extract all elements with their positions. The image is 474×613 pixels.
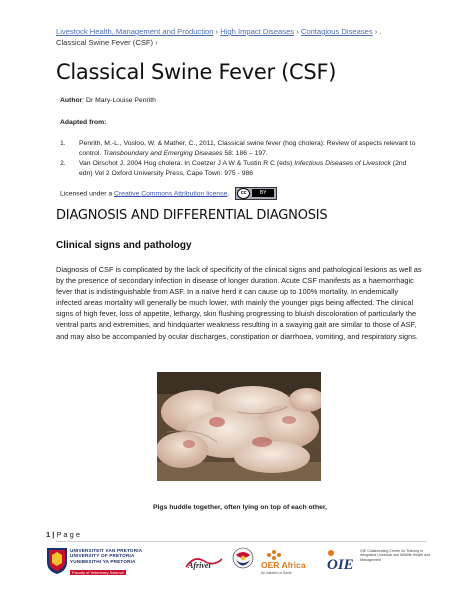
cc-by-badge[interactable] — [235, 187, 277, 200]
breadcrumb-separator: › — [215, 27, 219, 36]
breadcrumb-separator: › — [155, 38, 158, 47]
university-name-block — [70, 548, 142, 564]
page-number — [46, 530, 80, 539]
breadcrumb-separator: › — [374, 27, 378, 36]
page-number-bar: | — [50, 530, 57, 539]
reference-number: 1. — [60, 140, 66, 147]
footer-logos — [46, 545, 436, 581]
faculty-label: Faculty of Veterinary Science — [72, 570, 124, 575]
figure-caption: Pigs huddle together, often lying on top of each other, — [152, 504, 328, 511]
body-paragraph: Diagnosis of CSF is complicated by the lack of specificity of the clinical signs and pathological lesions as well as by the presence of secondary infection in disease of longer duration. Acute CSF manifests as a haemorrhagic fever that is indistinguishable from ASF. In a naïve herd it can cause up to 100% mortality. In endemically infected areas mortality will generally be much lower, with mainly the younger pigs being affected. The clinical signs of high fever, loss of appetite, lethargy, skin flushing progressing to bluish discoloration of particularly the ventral parts and extremities, and hindquarter weakness resulting in a swaying gait are similar to those of ASF, and may also be accompanied by ocular discharges, constipation or diarrhoea, vomiting, and respiratory signs. — [56, 265, 422, 341]
page-number-label: P a g e — [56, 530, 81, 539]
oie-logo-text: OIE — [327, 557, 354, 573]
breadcrumb — [56, 26, 436, 48]
university-of-pretoria-crest-icon — [46, 547, 68, 575]
oer-africa-tagline: An initiative of Saide — [261, 571, 292, 575]
pigs-photo-illustration — [157, 372, 321, 481]
reference-book: Infectious Diseases of Livestock — [294, 160, 391, 168]
breadcrumb-link-contagious[interactable]: Contagious Diseases — [300, 27, 373, 36]
author-name: : Dr Mary-Louise Penrith — [82, 97, 156, 104]
pigs-huddling-photo — [157, 372, 321, 481]
license-suffix: . — [227, 190, 230, 198]
by-icon: BY — [252, 189, 274, 197]
university-name-sepedi: YUNIBESITHI YA PRETORIA — [70, 558, 136, 564]
oer-africa-logo-text: OER Africa — [261, 560, 306, 570]
section-heading: DIAGNOSIS AND DIFFERENTIAL DIAGNOSIS — [56, 208, 328, 223]
afrivet-logo-text: Afrivet — [188, 561, 211, 570]
page-number-value: 1 — [46, 530, 51, 539]
university-name-english: UNIVERSITY OF PRETORIA — [70, 553, 135, 559]
oie-logo — [324, 547, 358, 573]
breadcrumb-trail-end: . — [379, 27, 382, 36]
reference-item — [60, 159, 420, 178]
reference-item — [60, 139, 420, 158]
university-name-afrikaans: UNIVERSITEIT VAN PRETORIA — [70, 548, 143, 553]
license-line — [60, 187, 277, 200]
license-prefix: Licensed under a — [60, 190, 115, 198]
partner-emblem-icon — [232, 547, 254, 575]
author-line — [60, 97, 156, 104]
reference-text-end: (2nd edn) Vol 2 Oxford University Press, Cape Town: 975 - 986 — [79, 160, 407, 177]
subsection-heading: Clinical signs and pathology — [56, 240, 192, 251]
afrivet-logo — [184, 553, 224, 571]
breadcrumb-separator: › — [296, 27, 299, 36]
footer-divider — [56, 541, 426, 542]
cc-icon: cc — [237, 188, 250, 199]
license-link[interactable]: Creative Commons Attribution license — [114, 190, 228, 198]
breadcrumb-current: Classical Swine Fever (CSF) — [56, 38, 154, 47]
reference-text: Penrith, M.-L., Vosloo, W. & Mather, C., 2011, Classical swine fever (hog cholera): Review of aspects relevant to control. — [79, 140, 416, 157]
breadcrumb-link-livestock[interactable]: Livestock Health, Management and Production — [56, 27, 214, 36]
breadcrumb-link-high-impact[interactable]: High Impact Diseases — [220, 27, 295, 36]
reference-journal: Transboundary and Emerging Diseases — [103, 149, 223, 157]
oer-africa-logo — [260, 547, 318, 577]
reference-text-end: 58: 186 – 197. — [222, 149, 268, 157]
reference-number: 2. — [60, 160, 66, 168]
author-label: Author — [60, 97, 83, 104]
page-title: Classical Swine Fever (CSF) — [56, 60, 337, 84]
oie-collaborating-centre-text: OIE Collaborating Centre for Training in Integrated Livestock and Wildlife Health and Management — [360, 549, 431, 562]
adapted-from-label: Adapted from: — [60, 119, 107, 126]
reference-list — [60, 139, 420, 179]
reference-text: Van Oirschot J. 2004 Hog cholera. In Coetzer J A W & Tustin R C (eds) — [79, 160, 295, 168]
